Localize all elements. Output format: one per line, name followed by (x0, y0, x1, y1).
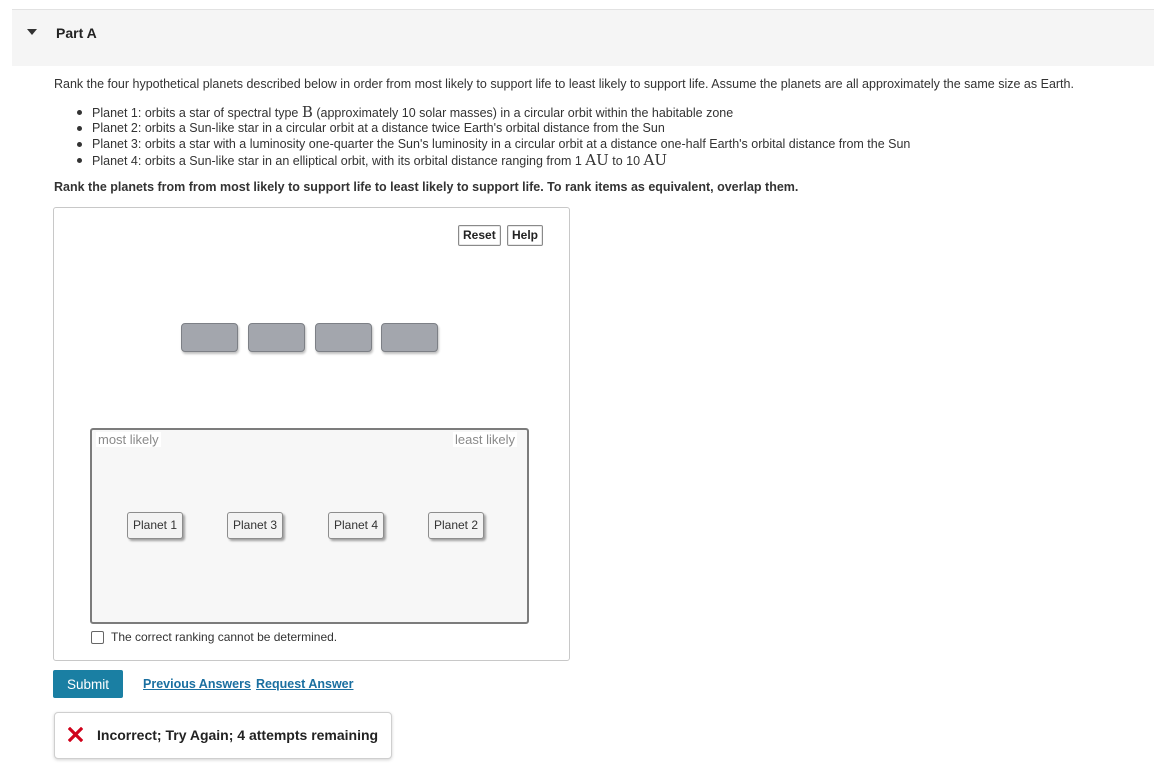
empty-tile-slot[interactable] (248, 323, 305, 352)
list-item: Planet 1: orbits a star of spectral type B (approximately 10 solar masses) in a circular orbit within the habitable zone (74, 104, 1074, 120)
caret-down-icon[interactable] (27, 29, 37, 35)
part-header[interactable] (12, 10, 1154, 66)
submit-button[interactable]: Submit (53, 670, 123, 698)
empty-tile-slot[interactable] (181, 323, 238, 352)
help-button[interactable]: Help (507, 225, 543, 246)
list-item: Planet 2: orbits a Sun-like star in a circular orbit at a distance twice Earth's orbital distance from the Sun (74, 120, 1074, 136)
question-text: Rank the four hypothetical planets described below in order from most likely to support life to least likely to support life. Assume the planets are all approximately the same size as Earth. (54, 77, 1074, 91)
most-likely-label: most likely (98, 432, 159, 447)
cannot-determine-label[interactable]: The correct ranking cannot be determined. (111, 630, 338, 644)
list-item: Planet 3: orbits a star with a luminosity one-quarter the Sun's luminosity in a circular orbit at a distance one-half Earth's orbital distance from the Sun (74, 136, 1074, 152)
cannot-determine-checkbox[interactable] (91, 631, 104, 644)
planet-3-chip[interactable]: Planet 3 (227, 512, 283, 539)
ranking-instruction: Rank the planets from from most likely to support life to least likely to support life. To rank items as equivalent, overlap them. (54, 180, 799, 194)
planet-2-chip[interactable]: Planet 2 (428, 512, 484, 539)
previous-answers-link[interactable]: Previous Answers (143, 677, 251, 691)
request-answer-link[interactable]: Request Answer (256, 677, 354, 691)
x-icon (68, 727, 83, 742)
planet-1-chip[interactable]: Planet 1 (127, 512, 183, 539)
list-item: Planet 4: orbits a Sun-like star in an elliptical orbit, with its orbital distance ranging from 1 AU to 10 AU (74, 152, 1074, 168)
part-title[interactable]: Part A (56, 25, 97, 41)
empty-tile-slot[interactable] (315, 323, 372, 352)
empty-tile-slot[interactable] (381, 323, 438, 352)
least-likely-label: least likely (455, 432, 515, 447)
planet-4-chip[interactable]: Planet 4 (328, 512, 384, 539)
planet-list (74, 104, 1074, 168)
feedback-message: Incorrect; Try Again; 4 attempts remaining (97, 727, 379, 743)
reset-button[interactable]: Reset (458, 225, 501, 246)
